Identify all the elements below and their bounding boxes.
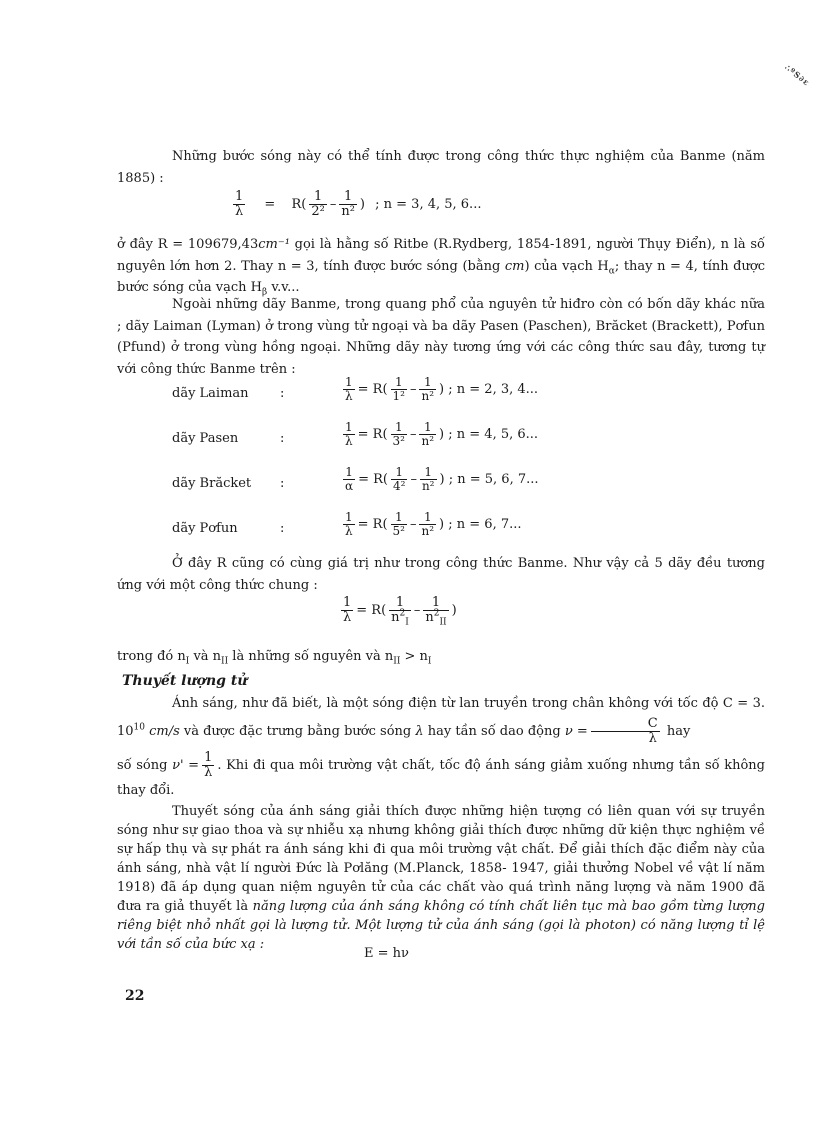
library-stamp: ∴ºS∂ε [782, 62, 813, 88]
energy-formula: E = hν [364, 946, 409, 961]
paragraph-wavenumber: số sóng ν' = $\frac{1}{\lambda}$ . Khi đi qua môi trường vật chất, tốc độ ánh sáng giảm xuống nhưng tần số không thay đổi. [117, 750, 765, 798]
paragraph-general-formula-intro: Ở đây R cũng có cùng giá trị như trong công thức Banme. Như vậy cả 5 dãy đều tương ứng với một công thức chung : [117, 556, 765, 593]
page-number: 22 [125, 988, 145, 1004]
paragraph-planck-hypothesis: Thuyết sóng của ánh sáng giải thích được những hiện tượng có liên quan với sự truyền sóng như sự giao thoa và sự nhiễu xạ nhưng không giải thích được những dữ kiện thực nghiệm về sự hấp thụ và sự phát ra ánh sáng khi đi qua môi trường vật chất. Để giải thích đặc điểm này của ánh sáng, nhà vật lí người Đức là Pơlăng (M.Planck, 1858- 1947, giải thưởng Nobel về vật lí năm 1918) đã áp dụng quan niệm nguyên tử của các chất vào quá trình năng lượng và năm 1900 đã đưa ra giả thuyết là năng lượng của ánh sáng không có tính chất liên tục mà bao gồm từng lượng riêng biệt nhỏ nhất gọi là lượng tử. Một lượng tử của ánh sáng (gọi là photon) có năng lượng tỉ lệ với tần số của bức xạ : [117, 804, 765, 952]
series-row-lyman: dãy Laiman : $\frac{1}{\lambda}$ = R( $\frac{1}{\text{1²}}$ – $\frac{1}{\text{n²}}$ ) ; n = 2, 3, 4... [172, 375, 539, 403]
paragraph-n-definition: trong đó $n_I$ và $n_{II}$ là những số nguyên và $n_{II} > n_I$ [117, 649, 432, 667]
series-row-pfund: dãy Pơfun : $\frac{1}{\lambda}$ = R( $\frac{1}{\text{5²}}$ – $\frac{1}{\text{n²}}$ ) ; n = 6, 7... [172, 510, 522, 538]
paragraph-rydberg: ở đây R = 109679,43cm⁻¹ gọi là hằng số Ritbe (R.Rydberg, 1854-1891, người Thụy Điển), n là số nguyên lớn hơn 2. Thay n = 3, tính được bước sóng (bằng cm) của vạch $H_\alpha$; thay n = 4, tính được bước sóng của vạch $H_\beta$ v.v... [117, 237, 765, 298]
general-formula: $\frac{1}{\lambda}$ = R( $\frac{1}{n^2_I}$ – $\frac{1}{n^2_{II}}$ ) [343, 595, 457, 628]
section-heading-quantum-theory: Thuyết lượng tử [122, 673, 248, 689]
series-row-brackett: dãy Brăcket : $\frac{1}{\alpha}$ = R( $\frac{1}{\text{4²}}$ – $\frac{1}{\text{n²}}$ ) ; n = 5, 6, 7... [172, 465, 539, 493]
paragraph-balmer-intro: Những bước sóng này có thể tính được trong công thức thực nghiệm của Banme (năm 1885) : [117, 149, 765, 186]
paragraph-light-wave: Ánh sáng, như đã biết, là một sóng điện từ lan truyền trong chân không với tốc độ C = 3. $10^{10}$ cm/s và được đặc trưng bằng bước sóng λ hay tần số dao động ν = $\frac{C}{\lambda}$ hay [117, 696, 765, 746]
balmer-formula: $\frac{1}{\lambda}$ = R( $\frac{1}{\text{2²}}$ – $\frac{1}{\text{n²}}$ ) ; n = 3, 4, 5, 6... [235, 189, 482, 219]
paragraph-other-series: Ngoài những dãy Banme, trong quang phổ của nguyên tử hiđro còn có bốn dãy khác nữa ; dãy Laiman (Lyman) ở trong vùng tử ngoại và ba dãy Pasen (Paschen), Brăcket (Brackett), Pơfun (Pfund) ở trong vùng hồng ngoại. Những dãy này tương ứng với các công thức sau đây, tương tự với công thức Banme trên : [117, 297, 765, 377]
series-row-paschen: dãy Pasen : $\frac{1}{\lambda}$ = R( $\frac{1}{\text{3²}}$ – $\frac{1}{\text{n²}}$ ) ; n = 4, 5, 6... [172, 420, 539, 448]
